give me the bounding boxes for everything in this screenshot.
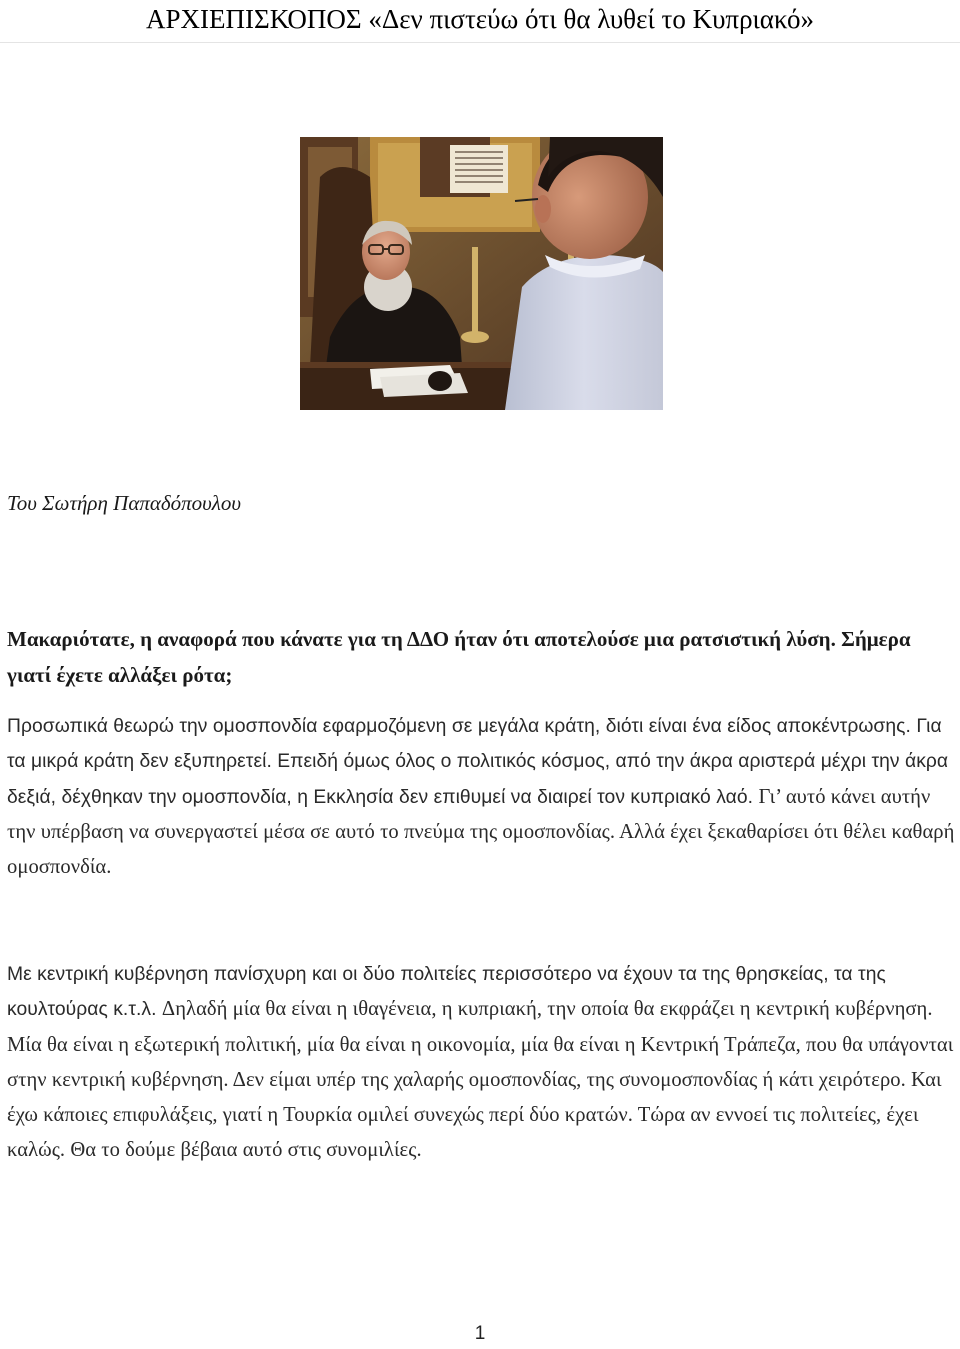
answer-2-lead: Με κεντρική κυβέρνηση πανίσχυρη και οι δύο πολιτείες περισσότερο να έχουν τα της θρησκείας, τα της κουλτούρας κ.τ.λ. [7,964,886,1021]
answer-2-serif: Δηλαδή μία θα είναι η ιθαγένεια, η κυπριακή, την οποία θα εκφράζει η κεντρική κυβέρνηση. Μία θα είναι η εξωτερική πολιτική, μία θα είναι η οικονομία, μία θα είναι η Κεντρική Τράπεζα, που θα υπάγονται στην κεντρική κυβέρνηση. Δεν είμαι υπέρ της χαλαρής ομοσπονδίας, της συνομοσπονδίας ή κάτι χειρότερο. Και έχω κάποιες επιφυλάξεις, γιατί η Τουρκία ομιλεί συνεχώς περί δύο κρατών. Τώρα αν εννοεί τις πολιτείες, έχει καλώς. Θα το δούμε βέβαια αυτό στις συνομιλίες. [7,998,954,1162]
page-number: 1 [474,1323,486,1344]
interview-question: Μακαριότατε, η αναφορά που κάνατε για τη ΔΔΟ ήταν ότι αποτελούσε μια ρατσιστική λύση. Σήμερα γιατί έχετε αλλάξει ρότα; [7,627,911,687]
answer-1-rest: Επειδή όμως όλος ο πολιτικός κόσμος, από την άκρα αριστερά μέχρι την άκρα δεξιά, δέχθηκαν την ομοσπονδία, η Εκκλησία δεν επιθυμεί να διαιρεί τον κυπριακό λαό. [7,751,949,808]
answer-paragraph-1 [7,709,955,885]
title-divider [0,42,960,43]
answer-1-lead: Προσωπικά θεωρώ την ομοσπονδία εφαρμοζόμενη σε μεγάλα κράτη, διότι είναι ένα είδος αποκέντρωσης. Για τα μικρά κράτη δεν εξυπηρετεί. [7,716,942,773]
answer-paragraph-2 [7,957,955,1169]
article-author: Του Σωτήρη Παπαδόπουλου [7,491,242,515]
answer-1-serif: Γι’ αυτό κάνει αυτήν την υπέρβαση να συνεργαστεί μέσα σε αυτό το πνεύμα της ομοσπονδίας. Αλλά έχει ξεκαθαρίσει ότι θέλει καθαρή ομοσπονδία. [7,785,955,879]
interview-photo [300,137,663,410]
article-title: ΑΡΧΙΕΠΙΣΚΟΠΟΣ «Δεν πιστεύω ότι θα λυθεί το Κυπριακό» [146,4,814,34]
